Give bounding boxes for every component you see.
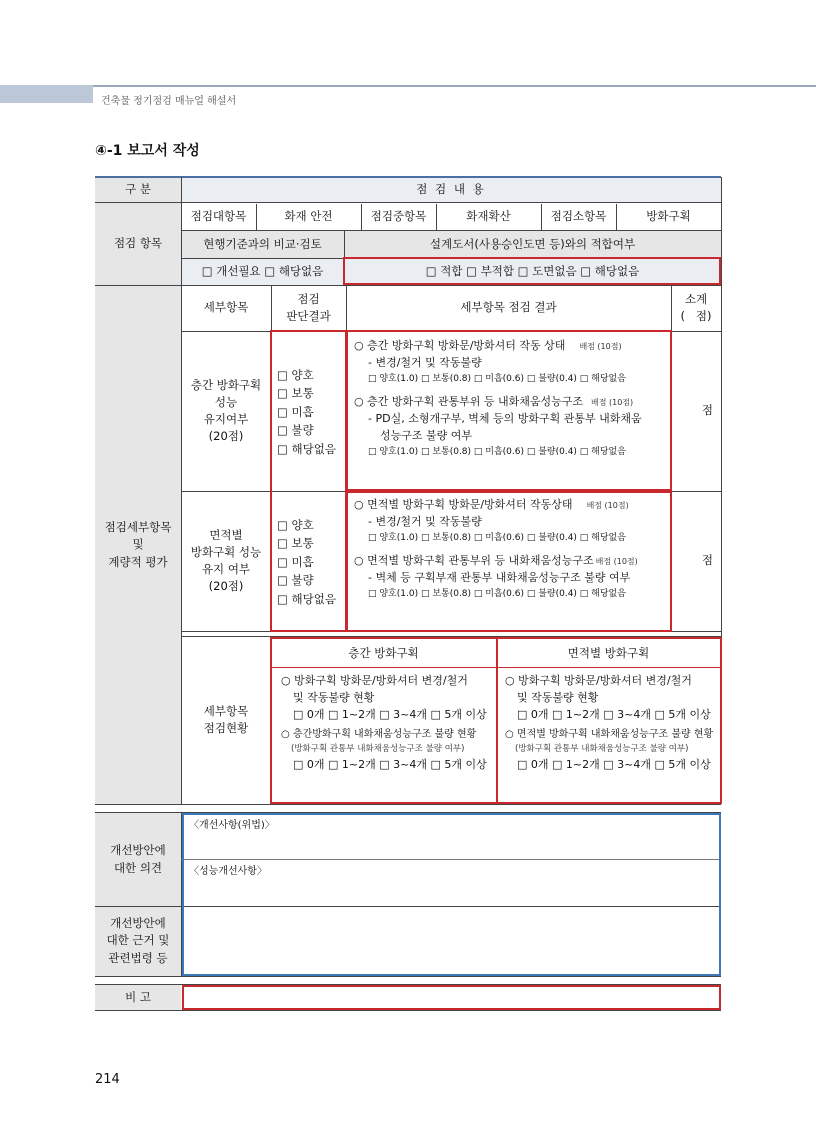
judgement-highlight [270,330,347,632]
divider [181,230,721,231]
basis-label: 개선방안에 대한 근거 및 관련법령 등 [95,906,181,976]
design-compliance-label: 설계도서(사용승인도면 등)와의 적합여부 [344,231,721,258]
compare-label: 현행기준과의 비교·검토 [181,231,344,258]
middle-item-label: 점검중항목 [370,209,427,224]
running-header: 건축물 정기점검 매뉴얼 해설서 [101,96,237,107]
check-item: ○ 층간 방화구획 방화문/방화셔터 작동 상태 배점 (10점) - 변경/철거 및 작동불량 □ 양호(1.0) □ 보통(0.8) □ 미흡(0.6) □ 불량(0.4) □ 해당없음 ○ 층간 방화구획 관통부위 등 내화채움성능구조 배점 (10점) - PD실, 소형개구부, 벽체 등의 방화구획 관통부 내화채움 성능구조 불량 여부 □ 양호(1.0) □ 보통(0.8) □ 미흡(0.6) □ 불량(0.4) □ 해당없음 [354,339,642,458]
status-column: ○ 방화구획 방화문/방화셔터 변경/철거 및 작동불량 현황 □ 0개 □ 1~2개 □ 3~4개 □ 5개 이상 ○ 면적별 방화구획 내화채움성능구조 불량 현황 (방화구획 관통부 내화채움성능구조 불량 여부) □ 0개 □ 1~2개 □ 3~4개 □ 5개 이상 [505,674,714,771]
subtotal-value[interactable]: 점 [701,553,713,568]
violation-label: 〈개선사항(위법)〉 [189,820,275,831]
check-item: ○ 면적별 방화구획 방화문/방화셔터 작동상태 배점 (10점) - 변경/철거 및 작동불량 □ 양호(1.0) □ 보통(0.8) □ 미흡(0.6) □ 불량(0.4) □ 해당없음 ○ 면적별 방화구획 관통부위 등 내화채움성능구조 배점 (10점) - 벽체 등 구획부재 관통부 내화채움성능구조 불량 여부 □ 양호(1.0) □ 보통(0.8) □ 미흡(0.6) □ 불량(0.4) □ 해당없음 [354,498,638,600]
sub-item-header: 세부항목 [203,300,249,315]
page-number: 214 [95,1072,120,1087]
divider [346,285,347,331]
divider [95,976,721,977]
divider [361,204,362,230]
divider [436,204,437,230]
major-item-value: 화재 안전 [284,209,333,224]
divider [95,285,721,286]
judgement-options[interactable]: □ 양호 □ 보통 □ 미흡 □ 불량 □ 해당없음 [277,368,336,456]
performance-label: 〈성능개선사항〉 [189,866,267,877]
remarks-highlight [182,985,721,1010]
divider [541,204,542,230]
sub-item-name: 면적별 방화구획 성능 유지 여부 (20점) [190,527,262,594]
result-highlight [346,330,672,491]
design-compliance-highlight [343,257,721,285]
remarks-label: 비 고 [95,985,181,1010]
col-header-category: 구 분 [95,177,181,202]
divider [181,177,182,804]
table-top-rule [95,176,721,178]
divider [256,204,257,230]
middle-item-value: 화재확산 [466,209,511,224]
sub-item-name: 층간 방화구획 성능 유지여부 (20점) [190,377,262,444]
status-col-header: 면적별 방화구획 [567,645,650,660]
divider [95,1010,721,1011]
subtotal-header: 소계 ( 점) [680,291,712,323]
divider [95,804,721,805]
compare-options[interactable]: □ 개선필요 □ 해당없음 [181,258,344,285]
minor-item-label: 점검소항목 [550,209,607,224]
result-header: 세부항목 점검 결과 [460,300,557,315]
status-column: ○ 방화구획 방화문/방화셔터 변경/철거 및 작동불량 현황 □ 0개 □ 1~2개 □ 3~4개 □ 5개 이상 ○ 층간방화구획 내화채움성능구조 불량 현황 (방화구획 관통부 내화채움성능구조 불량 여부) □ 0개 □ 1~2개 □ 3~4개 □ 5개 이상 [281,674,487,771]
judgement-header: 점검 판단결과 [286,291,331,323]
minor-item-value: 방화구획 [646,209,691,224]
header-accent-bar [0,85,93,103]
opinion-label: 개선방안에 대한 의견 [95,813,181,906]
status-label: 세부항목 점검현황 [203,703,249,735]
divider [616,204,617,230]
inspection-item-label: 점검 항목 [95,202,181,285]
design-compliance-options[interactable]: □ 적합 □ 부적합 □ 도면없음 □ 해당없음 [344,258,721,285]
judgement-options[interactable]: □ 양호 □ 보통 □ 미흡 □ 불량 □ 해당없음 [277,518,336,606]
improvement-highlight [182,813,721,976]
header-rule [93,85,816,87]
result-highlight [346,491,672,632]
status-divider [271,667,721,668]
major-item-label: 점검대항목 [190,209,247,224]
status-divider [496,638,498,803]
detail-section-label: 점검세부항목 및 계량적 평가 [95,285,181,805]
subtotal-value[interactable]: 점 [701,403,713,418]
status-col-header: 층간 방화구획 [348,645,419,660]
section-title: ④-1 보고서 작성 [95,143,200,159]
col-header-content: 점 검 내 용 [181,177,721,202]
divider [95,202,721,203]
